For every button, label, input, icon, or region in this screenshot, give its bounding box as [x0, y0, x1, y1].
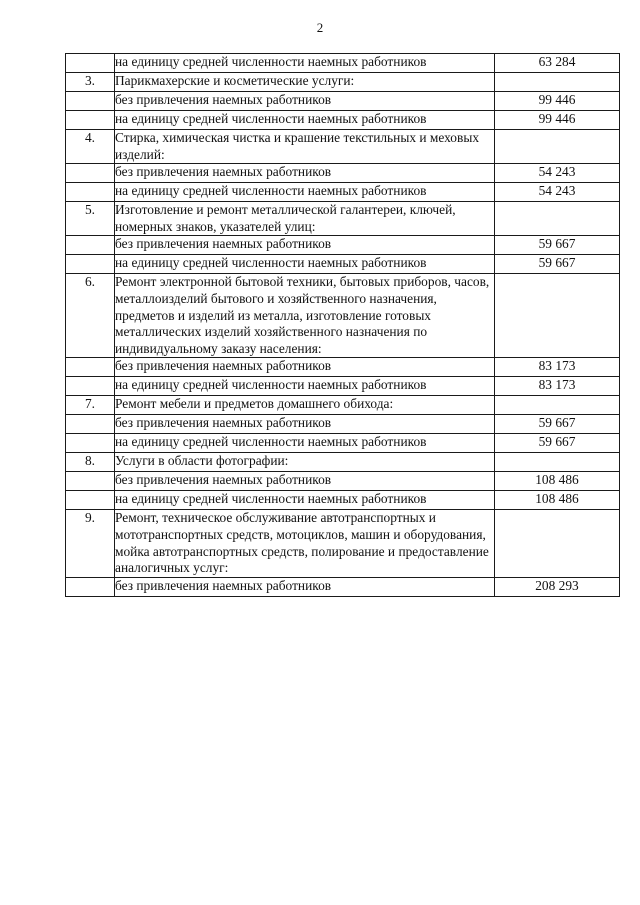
- table-row: [66, 472, 620, 491]
- row-description: Ремонт электронной бытовой техники, бытовых приборов, часов, металлоизделий бытового и хозяйственного назначения, предметов и изделий из металла, изготовление готовых металлических изделий хозяйственного назначения по индивидуальному заказу населения:: [115, 274, 495, 358]
- row-description: Ремонт, техническое обслуживание автотранспортных и мототранспортных средств, мотоциклов, машин и оборудования, мойка автотранспортных средств, полирование и предоставление аналогичных услуг:: [115, 510, 495, 577]
- table-row: [66, 396, 620, 415]
- row-description: Парикмахерские и косметические услуги:: [115, 73, 495, 92]
- row-number: 9.: [66, 510, 115, 577]
- row-number: [66, 92, 115, 111]
- page-number: 2: [316, 20, 324, 35]
- row-value: 63 284: [495, 54, 620, 73]
- table-row: [66, 183, 620, 202]
- row-number: 3.: [66, 73, 115, 92]
- row-description: без привлечения наемных работников: [115, 472, 495, 491]
- row-value: [495, 510, 620, 577]
- table-row: [66, 415, 620, 434]
- row-number: [66, 472, 115, 491]
- table-row: [66, 73, 620, 92]
- row-number: [66, 358, 115, 377]
- row-description: на единицу средней численности наемных работников: [115, 183, 495, 202]
- row-description: Стирка, химическая чистка и крашение текстильных и меховых изделий:: [115, 130, 495, 164]
- row-number: [66, 164, 115, 183]
- row-description: на единицу средней численности наемных работников: [115, 434, 495, 453]
- table-row: [66, 111, 620, 130]
- row-description: на единицу средней численности наемных работников: [115, 377, 495, 396]
- row-number: [66, 377, 115, 396]
- row-description: на единицу средней численности наемных работников: [115, 491, 495, 510]
- row-value: 83 173: [495, 377, 620, 396]
- row-description: без привлечения наемных работников: [115, 415, 495, 434]
- table-row: [66, 255, 620, 274]
- table-row: [66, 130, 620, 164]
- tax-rate-table: [65, 53, 620, 597]
- row-value: 59 667: [495, 434, 620, 453]
- row-number: 5.: [66, 202, 115, 236]
- row-description: на единицу средней численности наемных работников: [115, 111, 495, 130]
- row-description: Ремонт мебели и предметов домашнего обихода:: [115, 396, 495, 415]
- table-row: [66, 377, 620, 396]
- table-row: [66, 453, 620, 472]
- row-value: 99 446: [495, 92, 620, 111]
- row-value: [495, 73, 620, 92]
- table-row: [66, 358, 620, 377]
- row-number: [66, 236, 115, 255]
- table-row: [66, 236, 620, 255]
- row-value: 54 243: [495, 164, 620, 183]
- row-number: [66, 54, 115, 73]
- row-value: 59 667: [495, 415, 620, 434]
- table-row: [66, 54, 620, 73]
- row-value: 54 243: [495, 183, 620, 202]
- row-value: 208 293: [495, 577, 620, 596]
- row-number: [66, 183, 115, 202]
- row-value: [495, 202, 620, 236]
- row-value: [495, 453, 620, 472]
- row-description: Изготовление и ремонт металлической галантереи, ключей, номерных знаков, указателей улиц:: [115, 202, 495, 236]
- row-value: 108 486: [495, 472, 620, 491]
- row-description: на единицу средней численности наемных работников: [115, 255, 495, 274]
- row-value: [495, 396, 620, 415]
- row-value: 59 667: [495, 236, 620, 255]
- row-number: 8.: [66, 453, 115, 472]
- row-number: 6.: [66, 274, 115, 358]
- row-number: [66, 434, 115, 453]
- row-description: без привлечения наемных работников: [115, 164, 495, 183]
- table-row: [66, 434, 620, 453]
- row-value: [495, 274, 620, 358]
- row-number: 4.: [66, 130, 115, 164]
- row-value: [495, 130, 620, 164]
- table-row: [66, 491, 620, 510]
- row-number: 7.: [66, 396, 115, 415]
- row-description: на единицу средней численности наемных работников: [115, 54, 495, 73]
- row-value: 99 446: [495, 111, 620, 130]
- row-description: без привлечения наемных работников: [115, 92, 495, 111]
- table-row: [66, 202, 620, 236]
- table-row: [66, 577, 620, 596]
- table-row: [66, 274, 620, 358]
- row-description: без привлечения наемных работников: [115, 358, 495, 377]
- row-description: без привлечения наемных работников: [115, 236, 495, 255]
- row-value: 108 486: [495, 491, 620, 510]
- table-body: [66, 54, 620, 597]
- table-row: [66, 510, 620, 577]
- row-number: [66, 577, 115, 596]
- row-number: [66, 111, 115, 130]
- row-number: [66, 491, 115, 510]
- row-number: [66, 415, 115, 434]
- row-description: Услуги в области фотографии:: [115, 453, 495, 472]
- table-row: [66, 164, 620, 183]
- row-description: без привлечения наемных работников: [115, 577, 495, 596]
- row-number: [66, 255, 115, 274]
- row-value: 59 667: [495, 255, 620, 274]
- table-row: [66, 92, 620, 111]
- row-value: 83 173: [495, 358, 620, 377]
